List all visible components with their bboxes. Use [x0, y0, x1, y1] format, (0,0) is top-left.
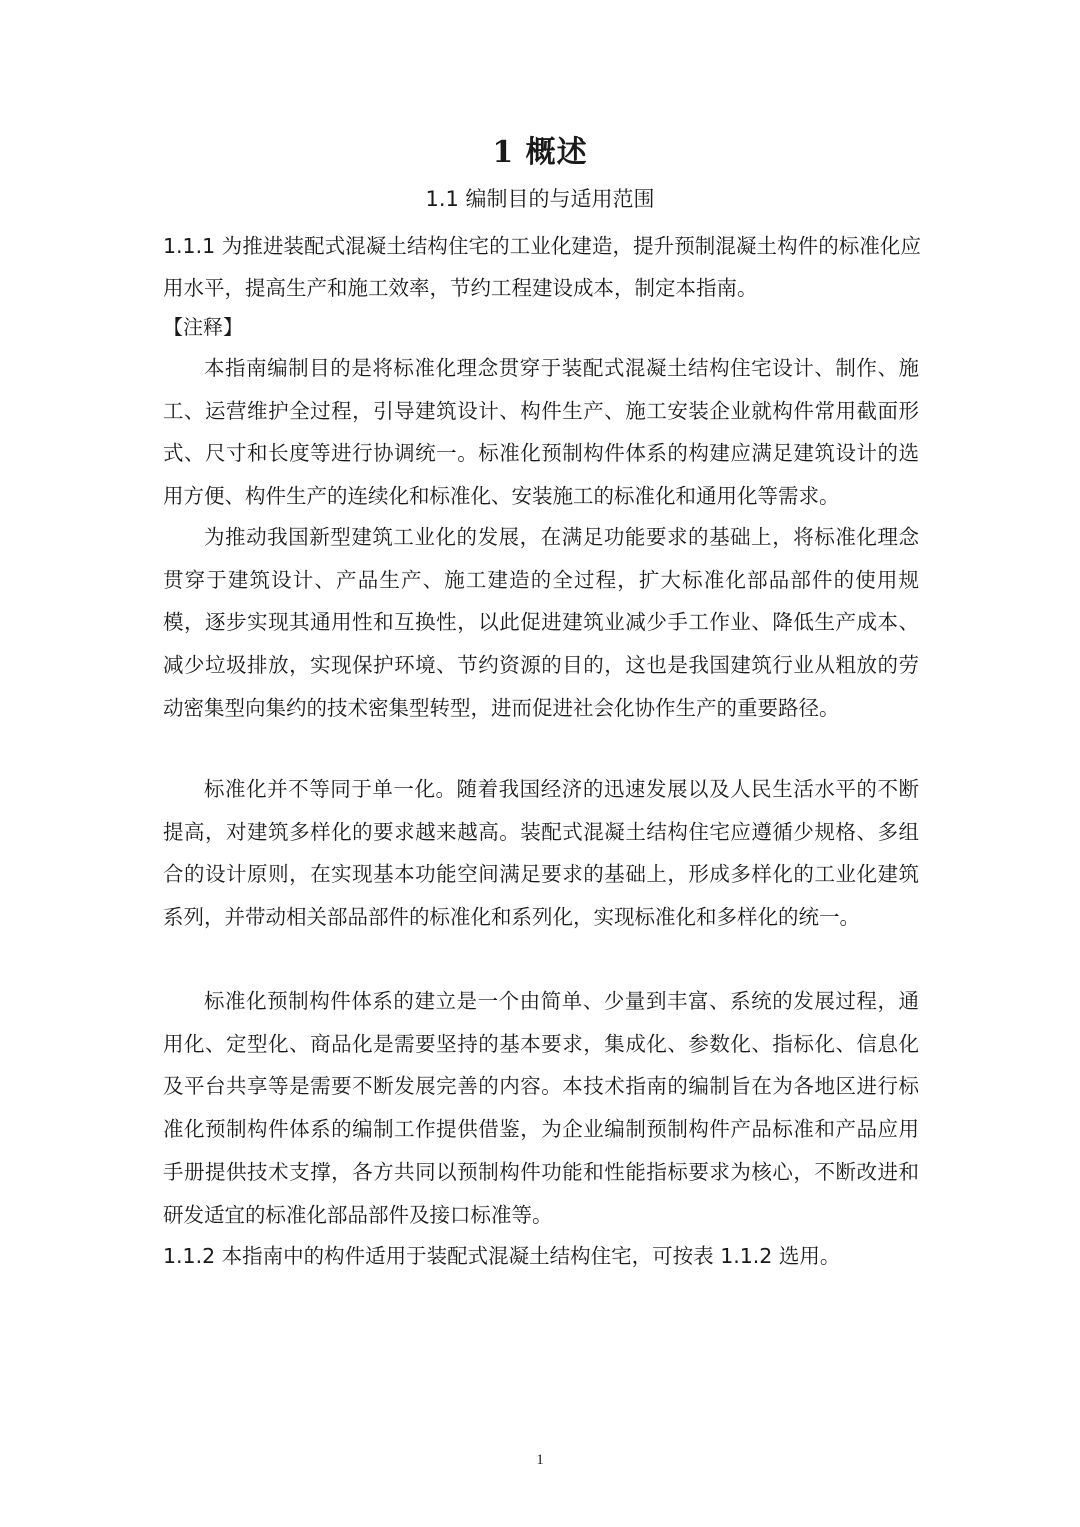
- clause-1-1-2: 1.1.2 本指南中的构件适用于装配式混凝土结构住宅，可按表 1.1.2 选用。: [163, 1244, 841, 1268]
- paragraph-2: 为推动我国新型建筑工业化的发展，在满足功能要求的基础上，将标准化理念贯穿于建筑设计、产品生产、施工建造的全过程，扩大标准化部品部件的使用规模，逐步实现其通用性和互换性，以此促进建筑业减少手工作业、降低生产成本、减少垃圾排放，实现保护环境、节约资源的目的，这也是我国建筑行业从粗放的劳动密集型向集约的技术密集型转型，进而促进社会化协作生产的重要路径。: [163, 525, 919, 720]
- chapter-title: 1 概述: [492, 135, 588, 170]
- paragraph-1: 本指南编制目的是将标准化理念贯穿于装配式混凝土结构住宅设计、制作、施工、运营维护全过程，引导建筑设计、构件生产、施工安装企业就构件常用截面形式、尺寸和长度等进行协调统一。标准化预制构件体系的构建应满足建筑设计的选用方便、构件生产的连续化和标准化、安装施工的标准化和通用化等需求。: [163, 356, 919, 509]
- page-number: 1: [536, 1452, 544, 1468]
- section-title: 1.1 编制目的与适用范围: [425, 187, 655, 211]
- note-label: 【注释】: [163, 315, 243, 339]
- clause-1-1-1: 1.1.1 为推进装配式混凝土结构住宅的工业化建造，提升预制混凝土构件的标准化应用水平，提高生产和施工效率，节约工程建设成本，制定本指南。: [163, 234, 921, 301]
- paragraph-3: 标准化并不等同于单一化。随着我国经济的迅速发展以及人民生活水平的不断提高，对建筑多样化的要求越来越高。装配式混凝土结构住宅应遵循少规格、多组合的设计原则，在实现基本功能空间满足要求的基础上，形成多样化的工业化建筑系列，并带动相关部品部件的标准化和系列化，实现标准化和多样化的统一。: [163, 777, 919, 930]
- paragraph-4: 标准化预制构件体系的建立是一个由简单、少量到丰富、系统的发展过程，通用化、定型化、商品化是需要坚持的基本要求，集成化、参数化、指标化、信息化及平台共享等是需要不断发展完善的内容。本技术指南的编制旨在为各地区进行标准化预制构件体系的编制工作提供借鉴，为企业编制预制构件产品标准和产品应用手册提供技术支撑，各方共同以预制构件功能和性能指标要求为核心，不断改进和研发适宜的标准化部品部件及接口标准等。: [163, 989, 919, 1227]
